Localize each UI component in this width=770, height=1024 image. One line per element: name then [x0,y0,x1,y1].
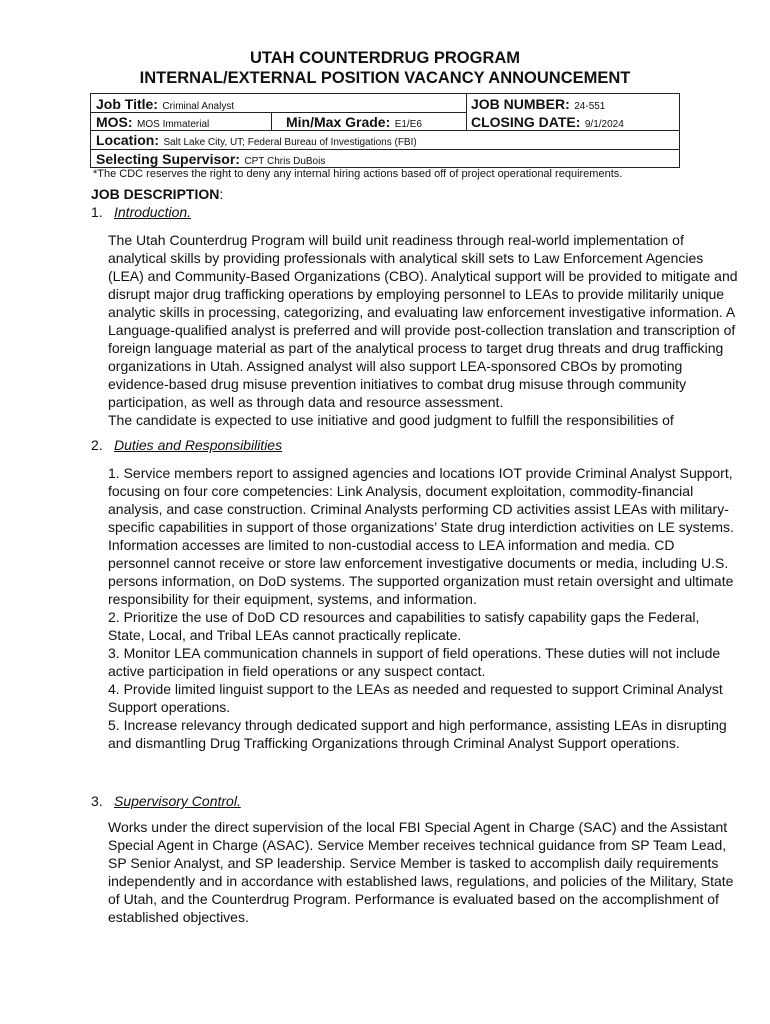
location-label: Location: [96,132,159,148]
closing-date-value: 9/1/2024 [584,119,624,130]
mos-value: MOS Immaterial [137,119,210,130]
section-number: 1. [91,204,103,220]
duties-list [108,464,738,752]
job-title-value: Criminal Analyst [162,101,235,112]
right-cell-border [466,94,467,130]
section-heading: Duties and Responsibilities [114,437,283,453]
supervisory-body: Works under the direct supervision of the local FBI Special Agent in Charge (SAC) and the Assistant Special Agent in Charge (ASAC). Service Member receives technical guidance from SP Team Lead, SP Senior Analyst, and SP leadership. Service Member is tasked to accomplish daily requirements independently and in accordance with established laws, regulations, and policies of the Military, State of Utah, and the Counterdrug Program. Performance is evaluated based on the accomplishment of established objectives. [108,819,734,925]
job-number-value: 24-551 [574,101,606,112]
supervisor-label: Selecting Supervisor: [96,151,240,167]
job-title-label: Job Title: [96,96,158,112]
section-duties-heading [91,437,282,453]
grade-value: E1/E6 [394,119,422,130]
location-row [90,130,680,150]
duty-item: 4. Provide limited linguist support to the LEAs as needed and requested to support Criminal Analyst Support operations. [108,681,723,715]
section-heading: Supervisory Control. [114,793,241,809]
duty-item: 5. Increase relevancy through dedicated support and high performance, assisting LEAs in disrupting and dismantling Drug Trafficking Organizations through Criminal Analyst Support operations. [108,717,727,751]
duty-item: 3. Monitor LEA communication channels in support of field operations. These duties will not include active participation in field operations or any suspect contact. [108,645,721,679]
grade-label: Min/Max Grade: [286,114,391,130]
announcement-title: INTERNAL/EXTERNAL POSITION VACANCY ANNOUNCEMENT [139,69,631,87]
job-description-heading [91,186,223,202]
section-number: 3. [91,793,103,809]
section-number: 2. [91,437,103,453]
section-heading: Introduction. [114,204,192,220]
introduction-cut-line: The candidate is expected to use initiative and good judgment to fulfill the responsibilities of [108,412,674,428]
job-number-label: JOB NUMBER: [471,96,570,112]
program-title: UTAH COUNTERDRUG PROGRAM [249,49,521,67]
section-supervisory-heading [91,793,241,809]
job-description-colon: : [219,186,224,202]
row-divider [91,112,466,113]
info-box-top [90,93,680,131]
duty-item: 1. Service members report to assigned agencies and locations IOT provide Criminal Analyst Support, focusing on four core competencies: Link Analysis, document exploitation, commodity-financial analysis, and case construction. Criminal Analysts performing CD activities assist LEAs with military-specific capabilities in support of those organizations’ State drug interdiction activities on LE systems. Information accesses are limited to non-custodial access to LEA information and media. CD personnel cannot receive or store law enforcement investigative documents or media, including U.S. persons information, on DoD systems. The supported organization must retain oversight and ultimate responsibility for their equipment, systems, and information. [108,465,734,607]
job-description-label: JOB DESCRIPTION [91,186,220,202]
introduction-text: The Utah Counterdrug Program will build unit readiness through real-world implementation of analytical skills by providing professionals with analytical skill sets to Law Enforcement Agencies (LEA) and Community-Based Organizations (CBO). Analytical support will be provided to mitigate and disrupt major drug trafficking operations by employing personnel to LEAs to provide militarily unique analytic skills in processing, categorizing, and evaluating law enforcement investigative information. A Language-qualified analyst is preferred and will provide post-collection translation and transcription of foreign language material as part of the analytical process to target drug threats and drug trafficking organizations in Utah. Assigned analyst will also support LEA-sponsored CBOs by promoting evidence-based drug misuse prevention initiatives to combat drug misuse through community participation, as well as through data and resource assessment. [108,232,738,410]
section-introduction-heading [91,204,191,220]
cdc-note: *The CDC reserves the right to deny any internal hiring actions based off of project operational requirements. [93,168,623,180]
mos-label: MOS: [96,114,133,130]
supervisor-row [90,149,680,168]
grade-cell-border [271,112,272,130]
closing-date-label: CLOSING DATE: [471,114,581,130]
location-value: Salt Lake City, UT; Federal Bureau of Investigations (FBI) [163,137,417,148]
introduction-body [108,231,738,433]
duty-item: 2. Prioritize the use of DoD CD resources and capabilities to satisfy capability gaps the Federal, State, Local, and Tribal LEAs cannot practically replicate. [108,609,700,643]
supervisor-value: CPT Chris DuBois [244,156,326,167]
job-number-field [471,96,605,115]
